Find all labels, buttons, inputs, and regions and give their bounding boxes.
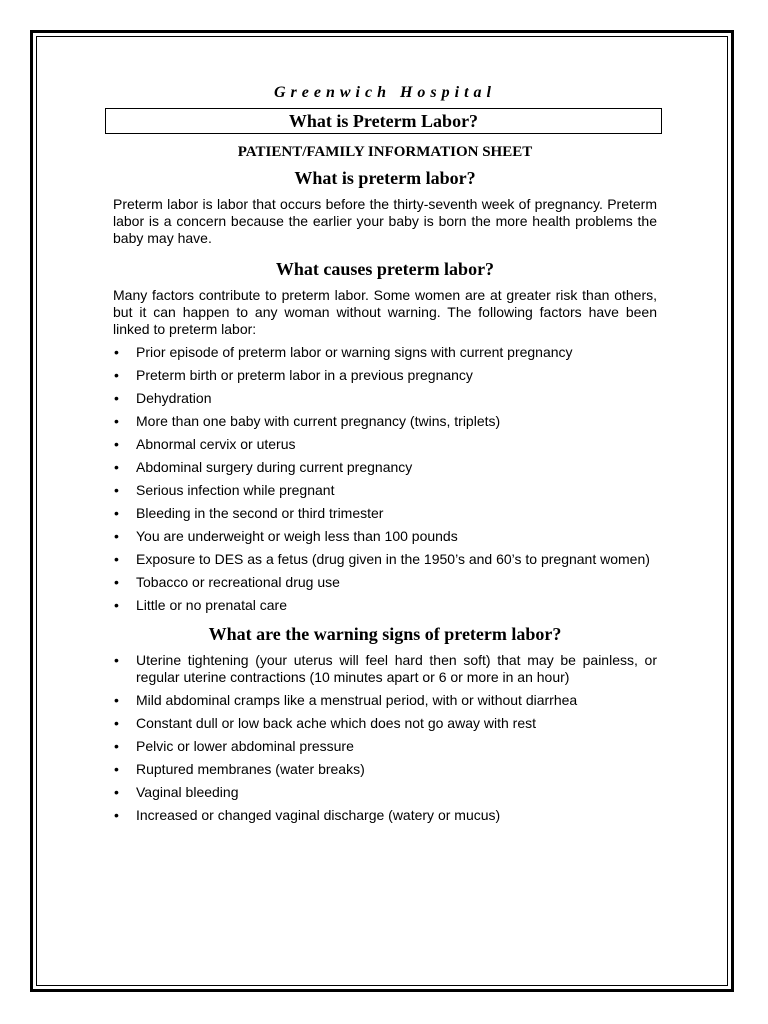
document-content <box>113 80 657 830</box>
section-heading-what-is: What is preterm labor? <box>294 168 476 188</box>
list-item: • Serious infection while pregnant <box>113 482 657 499</box>
list-item: • Tobacco or recreational drug use <box>113 574 657 591</box>
list-item: • Increased or changed vaginal discharge (watery or mucus) <box>113 807 657 824</box>
list-item: • Ruptured membranes (water breaks) <box>113 761 657 778</box>
section-paragraph-causes: Many factors contribute to preterm labor. Some women are at greater risk than others, but it can happen to any woman without warning. The following factors have been linked to preterm labor: <box>113 287 657 337</box>
list-item: • Vaginal bleeding <box>113 784 657 801</box>
hospital-name: Greenwich Hospital <box>273 84 496 101</box>
section-paragraph-what-is: Preterm labor is labor that occurs before the thirty-seventh week of pregnancy. Preterm labor is a concern because the earlier your baby is born the more health problems the baby may have. <box>113 196 657 246</box>
warning-signs-list <box>113 652 657 824</box>
list-item: • Pelvic or lower abdominal pressure <box>113 738 657 755</box>
section-heading-causes: What causes preterm labor? <box>275 259 495 279</box>
list-item: • More than one baby with current pregnancy (twins, triplets) <box>113 413 657 430</box>
list-item: • Exposure to DES as a fetus (drug given in the 1950’s and 60’s to pregnant women) <box>113 551 657 568</box>
list-item: • You are underweight or weigh less than 100 pounds <box>113 528 657 545</box>
document-subtitle: PATIENT/FAMILY INFORMATION SHEET <box>237 144 533 160</box>
document-title: What is Preterm Labor? <box>105 108 662 134</box>
list-item: • Abnormal cervix or uterus <box>113 436 657 453</box>
list-item: • Uterine tightening (your uterus will feel hard then soft) that may be painless, or regular uterine contractions (10 minutes apart or 6 or more in an hour) <box>113 652 657 686</box>
list-item: • Dehydration <box>113 390 657 407</box>
list-item: • Abdominal surgery during current pregnancy <box>113 459 657 476</box>
list-item: • Prior episode of preterm labor or warning signs with current pregnancy <box>113 344 657 361</box>
causes-list <box>113 344 657 614</box>
list-item: • Mild abdominal cramps like a menstrual period, with or without diarrhea <box>113 692 657 709</box>
list-item: • Preterm birth or preterm labor in a previous pregnancy <box>113 367 657 384</box>
list-item: • Little or no prenatal care <box>113 597 657 614</box>
section-heading-warning-signs: What are the warning signs of preterm labor? <box>208 624 562 644</box>
list-item: • Constant dull or low back ache which does not go away with rest <box>113 715 657 732</box>
list-item: • Bleeding in the second or third trimester <box>113 505 657 522</box>
